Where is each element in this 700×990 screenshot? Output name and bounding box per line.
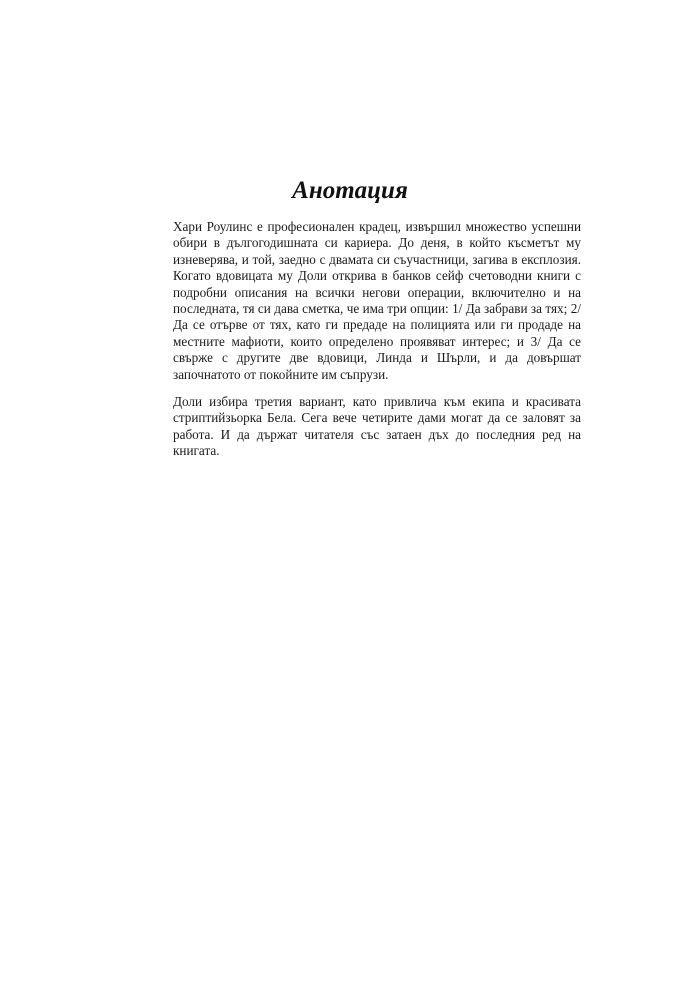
annotation-body xyxy=(173,219,581,471)
page-title: Анотация xyxy=(292,177,408,204)
annotation-paragraph-1: Хари Роулинс е професионален крадец, извършил множество успешни обири в дългогодишната си кариера. До деня, в който късметът му изневерява, и той, заедно с двамата си съучастници, загива в експлозия. Когато вдовицата му Доли открива в банков сейф счетоводни книги с подробни описания на всички негови операции, включително и на последната, тя си дава сметка, че има три опции: 1/ Да забрави за тях; 2/ Да се отърве от тях, като ги предаде на полицията или ги продаде на местните мафиоти, които определено проявяват интерес; и 3/ Да се свърже с другите две вдовици, Линда и Шърли, и да довършат започнатото от покойните им съпрузи. xyxy=(173,219,581,382)
annotation-paragraph-2: Доли избира третия вариант, като привлича към екипа и красивата стриптийзьорка Бела. Сега вече четирите дами могат да се заловят за работа. И да държат читателя със затаен дъх до последния ред на книгата. xyxy=(173,394,581,459)
